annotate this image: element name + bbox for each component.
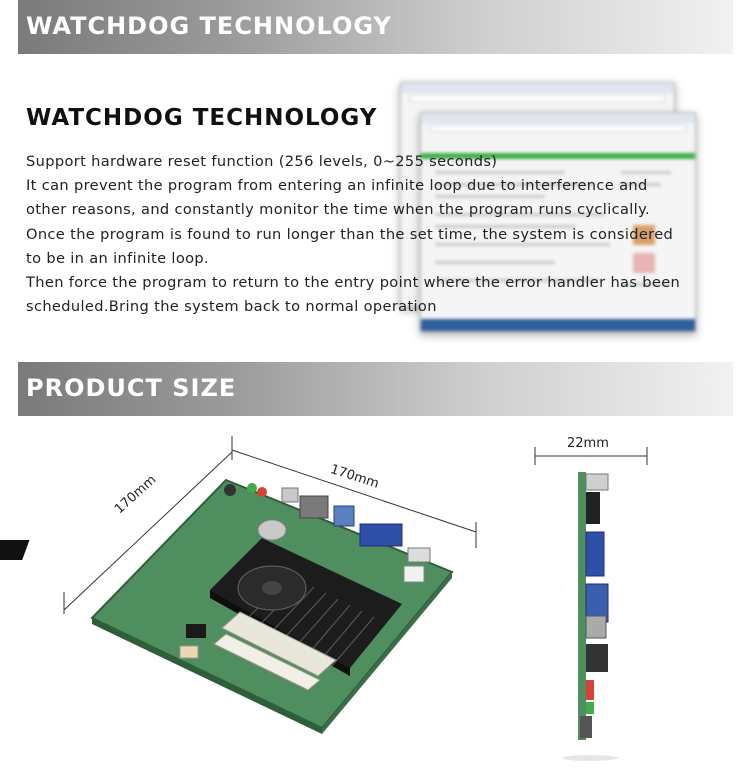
- banner-title: WATCHDOG TECHNOLOGY: [26, 12, 392, 40]
- description-line: It can prevent the program from entering an infinite loop due to interference and: [26, 177, 648, 195]
- banner-title: PRODUCT SIZE: [26, 374, 237, 402]
- dimension-label-top: 170mm: [328, 462, 381, 492]
- description-line: Once the program is found to run longer than the set time, the system is considered: [26, 225, 674, 243]
- dimension-label-left: 170mm: [112, 472, 160, 518]
- motherboard-side-image: [562, 472, 618, 761]
- watchdog-heading: WATCHDOG TECHNOLOGY: [26, 105, 378, 131]
- description-line: scheduled.Bring the system back to normal operation: [26, 298, 437, 316]
- description-line: Support hardware reset function (256 levels, 0~255 seconds): [26, 153, 498, 170]
- description-line: to be in an infinite loop.: [26, 249, 209, 267]
- description-line: Then force the program to return to the entry point where the error handler has been: [26, 274, 681, 292]
- description-line: other reasons, and constantly monitor the time when the program runs cyclically.: [26, 201, 650, 219]
- dimension-label-side: 22mm: [567, 436, 609, 451]
